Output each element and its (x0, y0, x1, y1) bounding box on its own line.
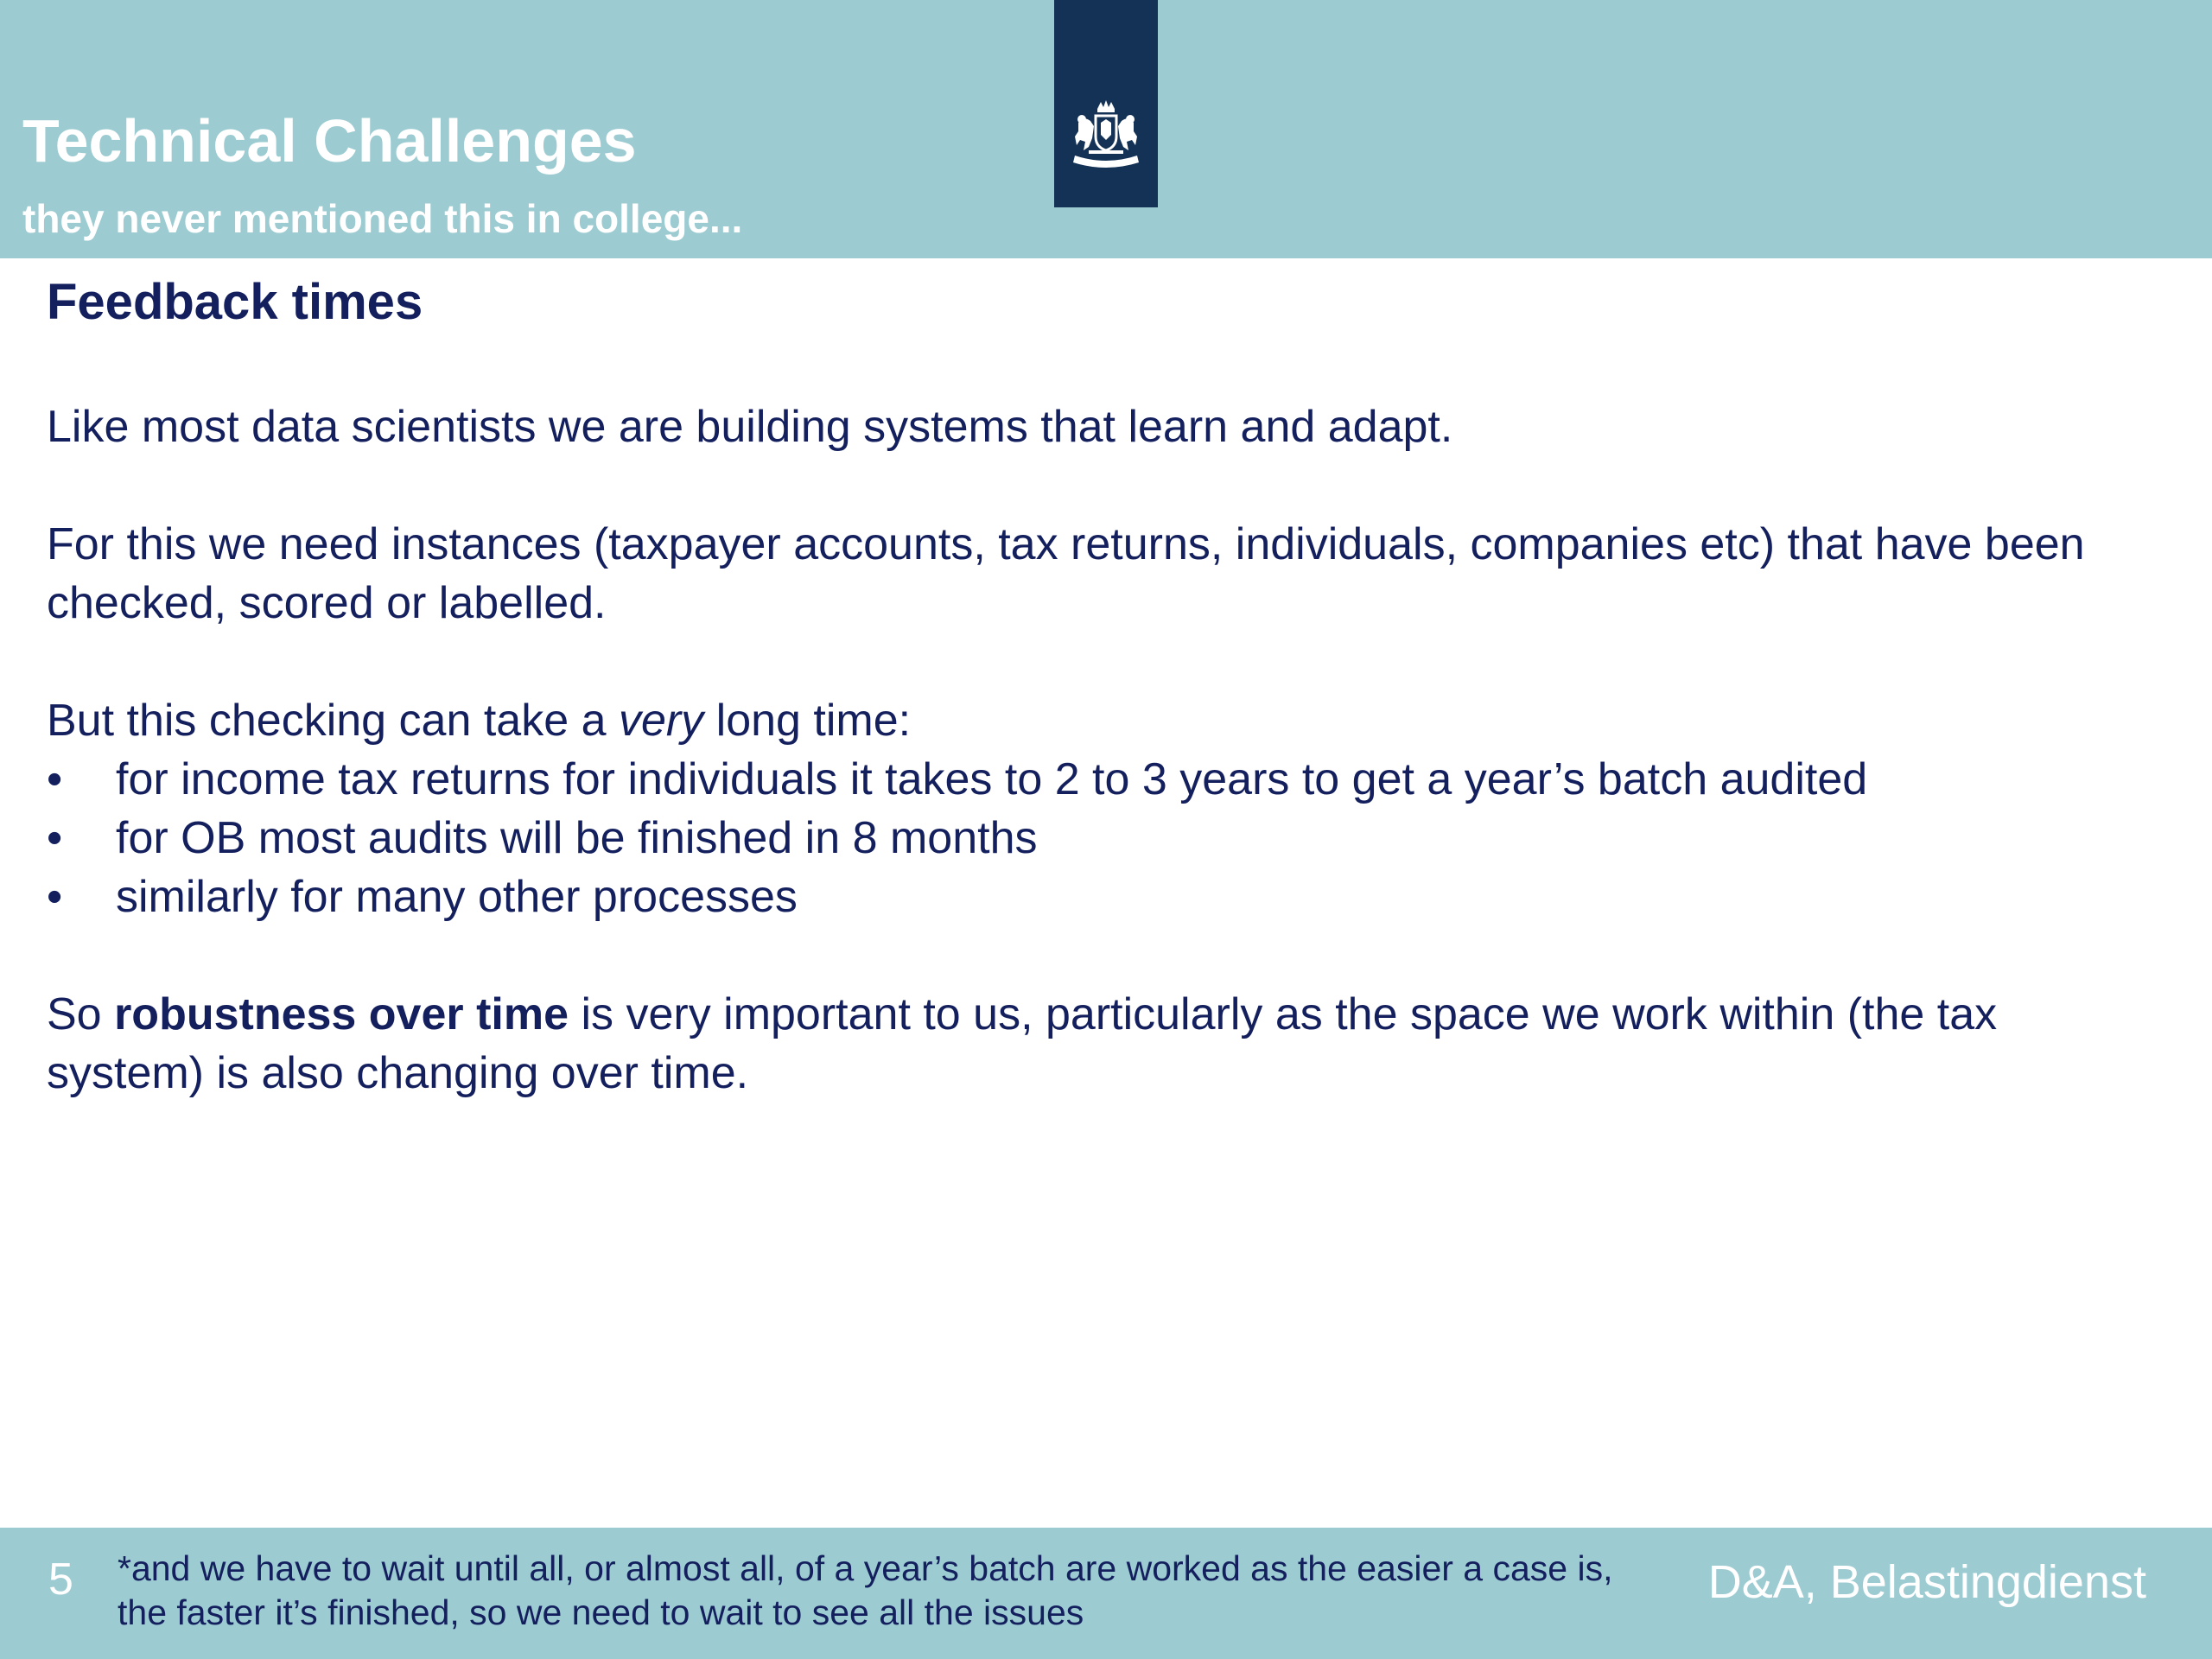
list-item-text: similarly for many other processes (116, 872, 798, 922)
slide-subtitle: they never mentioned this in college... (22, 196, 743, 241)
checking-text-after: long time: (703, 696, 912, 746)
intro-paragraph: Like most data scientists we are building systems that learn and adapt. (47, 402, 1453, 452)
robustness-text-after: is very important to us, particularly as the space we work within (the tax system) is also changing over time. (47, 989, 1998, 1098)
list-item (47, 868, 2155, 926)
instances-paragraph: For this we need instances (taxpayer accounts, tax returns, individuals, companies etc) that have been checked, scored or labelled. (47, 519, 2085, 628)
bullet-icon: • (47, 754, 63, 804)
robustness-paragraph (47, 985, 2155, 1103)
royal-coat-of-arms-icon (1063, 97, 1149, 181)
checking-paragraph (47, 691, 2155, 750)
header-band (0, 0, 2212, 258)
bullet-list (47, 750, 2155, 926)
page-number: 5 (48, 1554, 73, 1605)
bullet-icon: • (47, 872, 63, 922)
slide-body (47, 268, 2155, 1103)
section-heading: Feedback times (47, 274, 423, 330)
slide-title: Technical Challenges (22, 107, 637, 175)
footer-brand: D&A, Belastingdienst (1707, 1556, 2146, 1608)
logo (1054, 0, 1158, 207)
robustness-bold: robustness over time (114, 989, 569, 1039)
list-item-text: for OB most audits will be finished in 8 months (116, 813, 1038, 863)
robustness-text-before: So (47, 989, 115, 1039)
list-item-text: for income tax returns for individuals it takes to 2 to 3 years to get a year’s batch audited (116, 754, 1868, 804)
footer-band (0, 1528, 2212, 1659)
checking-text-before: But this checking can take a (47, 696, 619, 746)
footnote: *and we have to wait until all, or almost all, of a year’s batch are worked as the easier a case is, the faster it’s finished, so we need to wait to see all the issues (118, 1548, 1613, 1632)
list-item (47, 750, 2155, 809)
list-item (47, 809, 2155, 868)
bullet-icon: • (47, 813, 63, 863)
checking-emphasis: very (618, 696, 704, 746)
